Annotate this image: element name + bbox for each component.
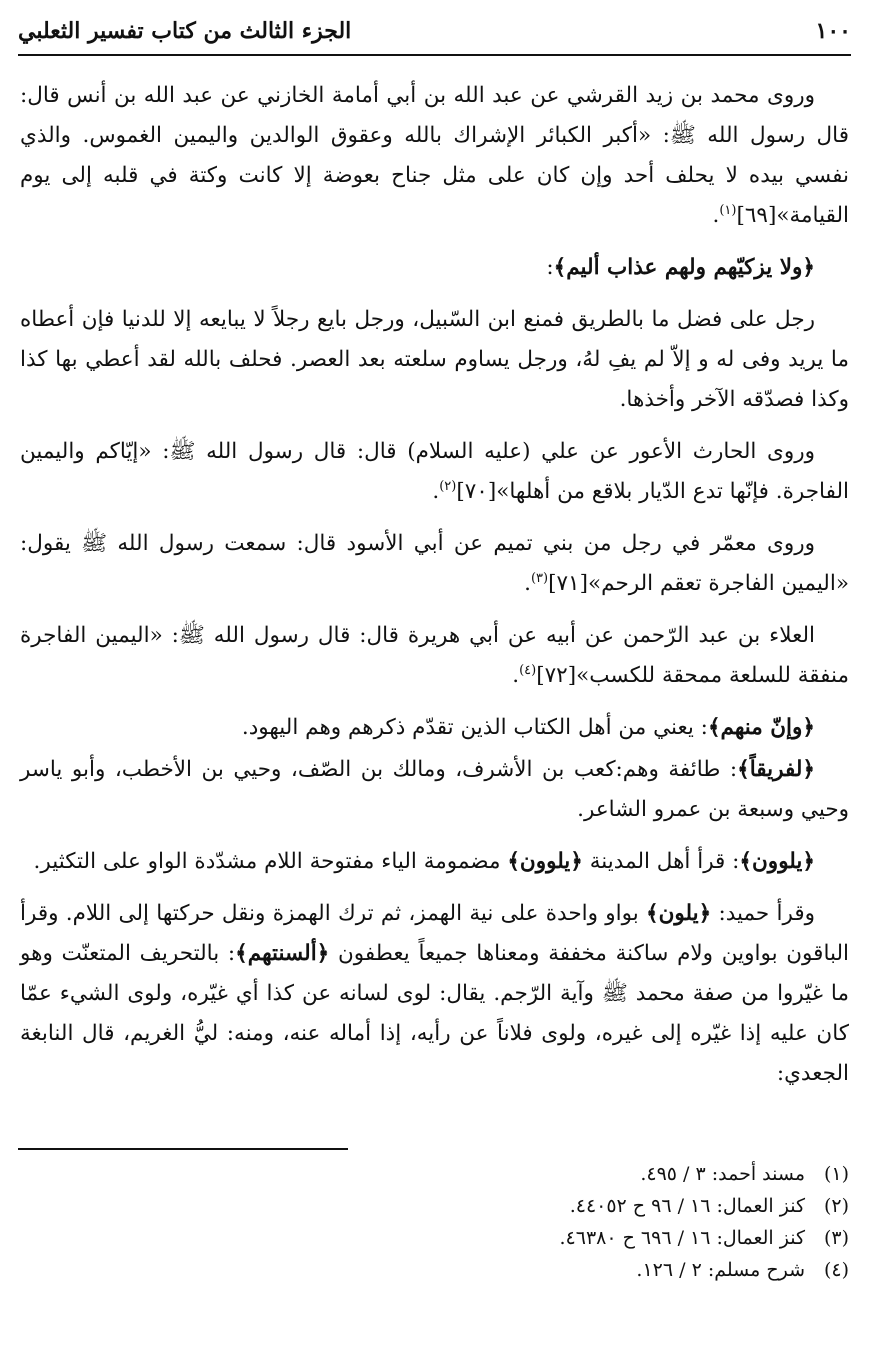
paragraph-text: بواو واحدة على نية الهمز، ثم ترك الهمزة ونقل حركتها إلى اللام. وقرأ الباقون بواوين ولام ساكنة مخففة ومعناها جميعاً يعطفون [20, 901, 850, 966]
paragraph-end: . [512, 663, 520, 688]
paragraph-text: : يعني من أهل الكتاب الذين تقدّم ذكرهم وهم اليهود. [241, 715, 708, 740]
footnotes [20, 1158, 849, 1286]
running-title: الجزء الثالث من كتاب تفسير الثعلبي [18, 18, 352, 44]
quran-quote: ﴿يلوون﴾ [739, 849, 815, 874]
footnote-text: كنز العمال: ١٦ / ٩٦ ح ٤٤٠٥٢. [569, 1195, 805, 1217]
footnote-item [20, 1222, 849, 1254]
quran-quote: ﴿ألسنتهم﴾ [235, 941, 330, 966]
paragraph-text: : بالتحريف المتعنّت وهو ما غيّروا من صفة محمد ﷺ وآية الرّجم. يقال: لوى لسانه عن كذا أي غيّره، ولوى الشيء عمّا كان عليه إذا غيّره إلى غيره، ولوى فلاناً عن رأيه، إذا أماله عنه، ومنه: ليُّ الغريم، قال النابغة الجعدي: [20, 941, 849, 1086]
paragraph-text: العلاء بن عبد الرّحمن عن أبيه عن أبي هريرة قال: قال رسول الله ﷺ: «اليمين الفاجرة منفقة للسلعة ممحقة للكسب» [20, 623, 849, 688]
paragraph-lafariqan [20, 750, 849, 830]
paragraph-text: رجل على فضل ما بالطريق فمنع ابن السّبيل، ورجل بايع رجلاً لا يبايعه إلا للدنيا فإن أعطاه ما يريد وفى له و إلاّ لم يفِ لهُ، ورجل يساوم سلعته بعد العصر. فحلف بالله لقد أعطي بها كذا وكذا فصدّقه الآخر وأخذها. [20, 307, 849, 412]
footnote-item [20, 1190, 849, 1222]
footnote-marker: (٣) [530, 570, 549, 586]
paragraph-text: مضمومة الياء مفتوحة اللام مشدّدة الواو على التكثير. [33, 849, 508, 874]
paragraph-hadith-mamar [20, 524, 849, 604]
paragraph-end: . [432, 479, 440, 504]
footnote-marker: (٤) [519, 662, 537, 678]
footnote-text: كنز العمال: ١٦ / ٦٩٦ ح ٤٦٣٨٠. [559, 1227, 805, 1249]
paragraph-text: : [546, 255, 554, 280]
footnote-divider [18, 1148, 348, 1150]
footnote-number: (٣) [823, 1227, 849, 1249]
footnote-number: (١) [823, 1163, 849, 1185]
page-number: ١٠٠ [815, 18, 851, 44]
paragraph-yalwoon [20, 842, 849, 882]
paragraph-hadith-harith [20, 432, 849, 512]
footnote-text: شرح مسلم: ٢ / ١٢٦. [636, 1259, 805, 1281]
paragraph-end: . [712, 203, 720, 228]
hadith-number: [٧٢] [536, 663, 577, 688]
paragraph-humaid-reading [20, 894, 849, 1094]
paragraph-three-men [20, 300, 849, 420]
hadith-number: [٧١] [548, 571, 588, 596]
footnote-item [20, 1158, 849, 1190]
paragraph-text: وروى الحارث الأعور عن علي (عليه السلام) قال: قال رسول الله ﷺ: «إيّاكم واليمين الفاجرة. فإنّها تدع الدّيار بلاقع من أهلها» [20, 439, 849, 504]
page-body [20, 76, 849, 1096]
quran-quote: ﴿لفريقاً﴾ [737, 757, 815, 782]
hadith-number: [٧٠] [456, 479, 497, 504]
paragraph-end: . [524, 571, 531, 596]
footnote-number: (٤) [823, 1259, 849, 1281]
paragraph-text: : طائفة وهم:كعب بن الأشرف، ومالك بن الصّف، وحيي بن الأخطب، وأبو ياسر وحيي وسبعة بن عمرو الشاعر. [20, 757, 849, 822]
paragraph-text: : قرأ أهل المدينة [582, 849, 740, 874]
paragraph-text: وروى محمد بن زيد القرشي عن عبد الله بن أبي أمامة الخازني عن عبد الله بن أنس قال: قال رسول الله ﷺ: «أكبر الكبائر الإشراك بالله وعقوق الوالدين واليمين الغموس. والذي نفسي بيده لا يحلف أحد وإن كان على مثل جناح بعوضة إلا كانت وكتة في قلبه إلى يوم القيامة» [20, 83, 849, 228]
paragraph-hadith-kabair [20, 76, 849, 236]
page-header [18, 14, 851, 56]
paragraph-hadith-alaa [20, 616, 849, 696]
hadith-number: [٦٩] [736, 203, 777, 228]
quran-quote: ﴿ولا يزكيّهم ولهم عذاب أليم﴾ [553, 255, 815, 280]
quran-quote: ﴿يلون﴾ [645, 901, 712, 926]
footnote-number: (٢) [823, 1195, 849, 1217]
paragraph-text: وروى معمّر في رجل من بني تميم عن أبي الأسود قال: سمعت رسول الله ﷺ يقول: «اليمين الفاجرة تعقم الرحم» [20, 531, 849, 596]
footnote-text: مسند أحمد: ٣ / ٤٩٥. [640, 1163, 805, 1185]
quran-quote: ﴿وإنّ منهم﴾ [707, 715, 815, 740]
footnote-marker: (١) [719, 202, 737, 218]
footnote-item [20, 1254, 849, 1286]
paragraph-verse-heading [20, 248, 849, 288]
paragraph-wa-inna-minhum [20, 708, 849, 748]
paragraph-text: وقرأ حميد: [711, 901, 815, 926]
footnote-marker: (٢) [439, 478, 457, 494]
quran-quote: ﴿يلوون﴾ [507, 849, 583, 874]
